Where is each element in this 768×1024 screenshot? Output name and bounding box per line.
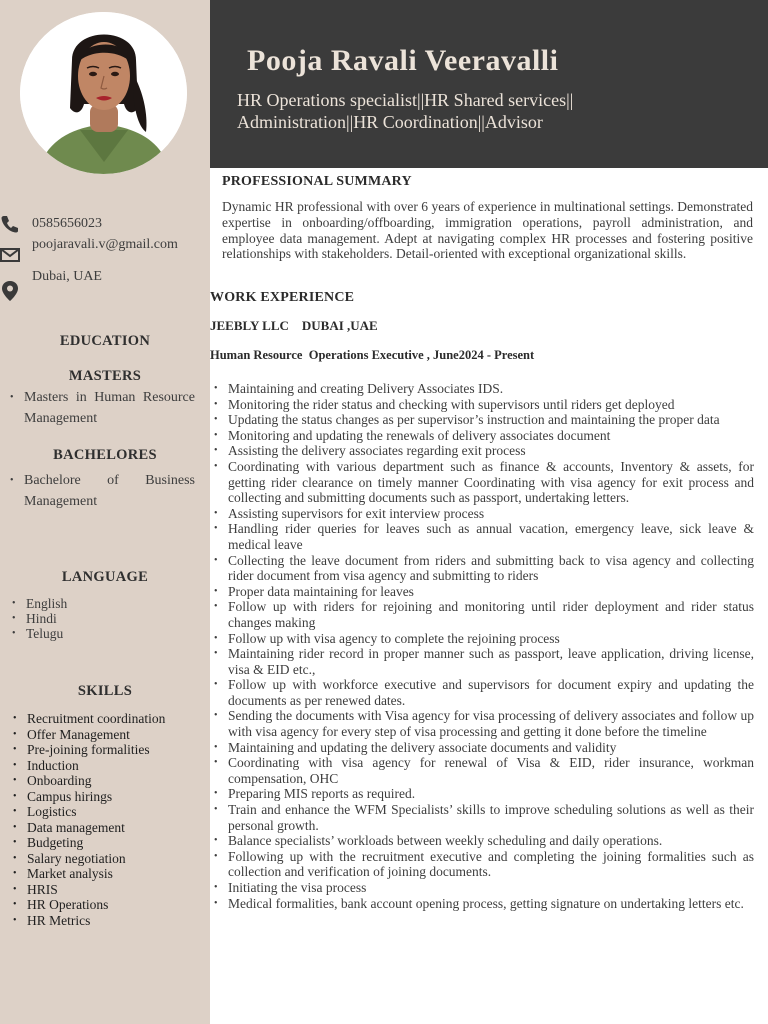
bachelors-heading: BACHELORES [53, 447, 157, 463]
skill-item: • HR Operations [13, 897, 208, 913]
profile-photo [20, 12, 187, 174]
masters-heading: MASTERS [68, 368, 142, 384]
phone-number: 0585656023 [32, 216, 102, 231]
location-pin-icon [0, 280, 20, 300]
skill-item: • Offer Management [13, 727, 208, 743]
language-heading: LANGUAGE [61, 569, 149, 585]
skill-item: • Budgeting [13, 835, 208, 851]
sidebar [0, 0, 210, 1024]
skill-item: • Logistics [13, 804, 208, 820]
skill-item: • HRIS [13, 882, 208, 898]
duty-item: • Updating the status changes as per supervisor’s instruction and maintaining the proper data [210, 412, 754, 428]
language-item: • Telugu [12, 626, 192, 641]
duty-item: • Medical formalities, bank account opening process, getting signature on undertaking letters etc. [210, 896, 754, 912]
duty-item: • Monitoring and updating the renewals of delivery associates document [210, 428, 754, 444]
duty-item: • Assisting the delivery associates regarding exit process [210, 443, 754, 459]
skill-item: • Pre-joining formalities [13, 742, 208, 758]
skill-item: • Market analysis [13, 866, 208, 882]
headline-line-2: Administration||HR Coordination||Advisor [237, 112, 543, 132]
duty-item: • Follow up with riders for rejoining and monitoring until rider deployment and rider status changes making [210, 599, 754, 630]
duty-item: • Train and enhance the WFM Specialists’ skills to improve scheduling solutions as well as their personal growth. [210, 802, 754, 833]
language-item: • Hindi [12, 611, 192, 626]
company-line: JEEBLY LLC DUBAI ,UAE [210, 318, 378, 333]
duty-item: • Preparing MIS reports as required. [210, 786, 754, 802]
duty-item: • Proper data maintaining for leaves [210, 584, 754, 600]
skills-heading: SKILLS [77, 683, 133, 699]
duty-item: • Initiating the visa process [210, 880, 754, 896]
summary-heading: PROFESSIONAL SUMMARY [222, 174, 412, 189]
skill-item: • Salary negotiation [13, 851, 208, 867]
skill-item: • Onboarding [13, 773, 208, 789]
masters-item: • Masters in Human Resource Management [10, 387, 195, 429]
language-item: • English [12, 596, 192, 611]
headline-line-1: HR Operations specialist||HR Shared services|| [237, 90, 574, 110]
skill-item: • HR Metrics [13, 913, 208, 929]
duty-item: • Follow up with visa agency to complete the rejoining process [210, 631, 754, 647]
work-experience-heading: WORK EXPERIENCE [210, 290, 355, 305]
bachelors-list [10, 470, 195, 512]
envelope-icon [0, 244, 20, 264]
email-address: poojaravali.v@gmail.com [32, 237, 178, 252]
duty-item: • Following up with the recruitment executive and completing the joining formalities such as collection and verification of joining documents. [210, 849, 754, 880]
duty-item: • Balance specialists’ workloads between weekly scheduling and daily operations. [210, 833, 754, 849]
location-text: Dubai, UAE [32, 269, 102, 284]
duty-item: • Coordinating with visa agency for renewal of Visa & EID, rider insurance, workman compensation, OHC [210, 755, 754, 786]
candidate-name: Pooja Ravali Veeravalli [247, 44, 559, 77]
skill-item: • Recruitment coordination [13, 711, 208, 727]
duty-item: • Handling rider queries for leaves such as annual vacation, emergency leave, sick leave & medical leave [210, 521, 754, 552]
language-list [12, 596, 192, 641]
duty-item: • Maintaining and updating the delivery associate documents and validity [210, 740, 754, 756]
contact-phone [0, 214, 102, 234]
duty-item: • Sending the documents with Visa agency for visa processing of delivery associates and follow up with visa agency for every step of visa processing and getting it done before the timeline [210, 708, 754, 739]
contact-email [0, 237, 178, 264]
duty-item: • Maintaining and creating Delivery Associates IDS. [210, 381, 754, 397]
contact-location [0, 269, 102, 300]
duty-item: • Assisting supervisors for exit interview process [210, 506, 754, 522]
skill-item: • Induction [13, 758, 208, 774]
skill-item: • Campus hirings [13, 789, 208, 805]
duty-item: • Maintaining rider record in proper manner such as passport, leave application, driving license, visa & EID etc., [210, 646, 754, 677]
summary-text: Dynamic HR professional with over 6 years of experience in multinational settings. Demonstrated expertise in onboarding/offboarding, immigration operations, payroll administration, and employee data management. Adept at navigating complex HR processes and fostering positive relationships with stakeholders. Detail-oriented with exceptional organizational skills. [222, 199, 753, 262]
phone-icon [0, 214, 20, 234]
duty-item: • Monitoring the rider status and checking with supervisors until riders get deployed [210, 397, 754, 413]
bachelors-item: • Bachelore of Business Management [10, 470, 195, 512]
resume-header [210, 0, 768, 168]
skill-item: • Data management [13, 820, 208, 836]
duties-list [210, 381, 754, 911]
education-heading: EDUCATION [59, 333, 151, 349]
masters-list [10, 387, 195, 429]
skills-list [13, 711, 208, 928]
duty-item: • Follow up with workforce executive and supervisors for document expiry and updating the documents as per renewed dates. [210, 677, 754, 708]
role-line: Human Resource Operations Executive , June2024 - Present [210, 348, 535, 362]
duty-item: • Coordinating with various department such as finance & accounts, Inventory & assets, for getting rider clearance on timely manner Coordinating with visa agency for exit process and collecting and submitting documents such as passport, undertaking letters. [210, 459, 754, 506]
duty-item: • Collecting the leave document from riders and submitting back to visa agency and collecting rider document from visa agency and submitting to riders [210, 553, 754, 584]
